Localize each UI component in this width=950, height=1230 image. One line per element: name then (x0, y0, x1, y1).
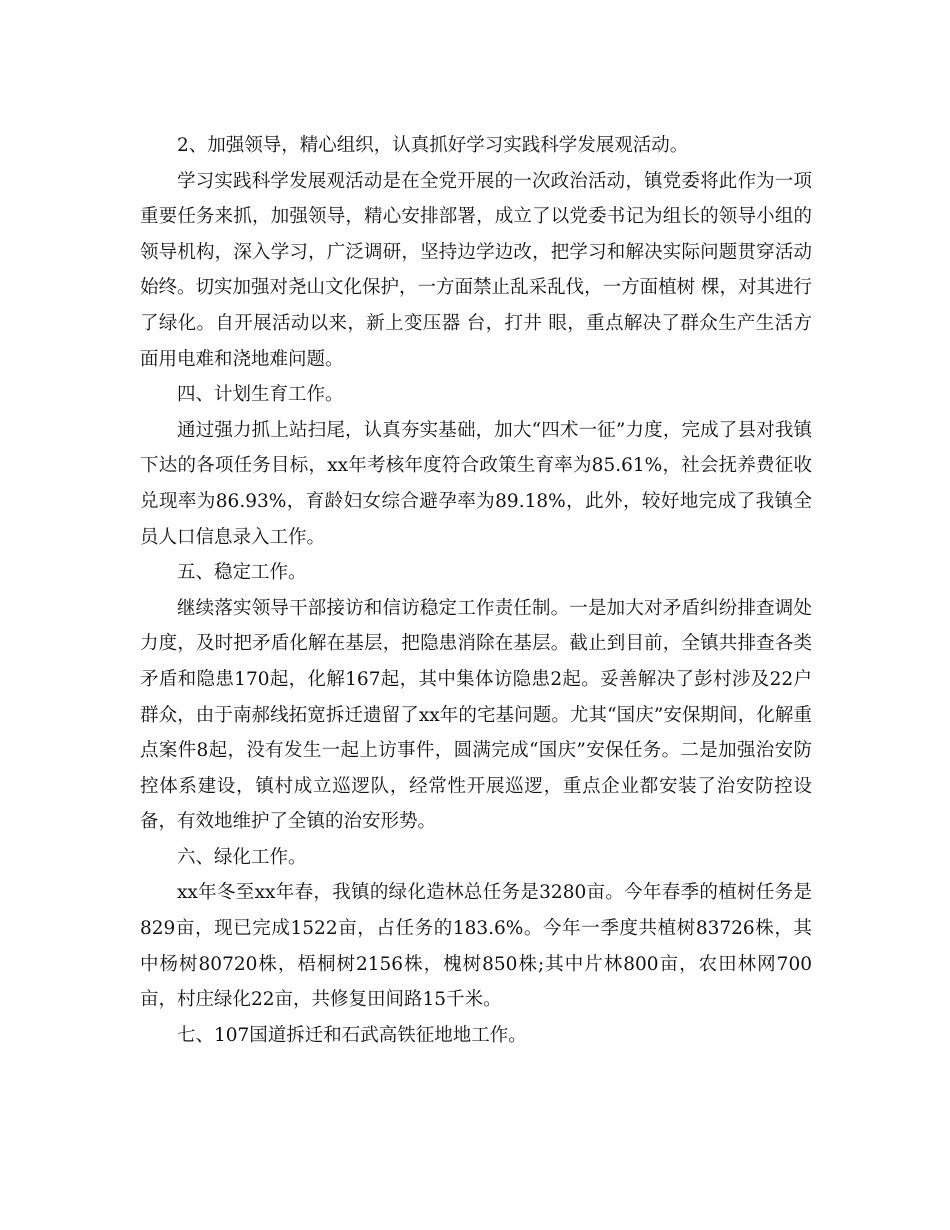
paragraph-family-planning: 通过强力抓上站扫尾，认真夯实基础，加大“四术一征”力度，完成了县对我镇下达的各项任务目标，xx年考核年度符合政策生育率为85.61%，社会抚养费征收兑现率为86.93%，育龄妇女综合避孕率为89.18%，此外，较好地完成了我镇全员人口信息录入工作。 (140, 419, 812, 548)
heading-greening: 六、绿化工作。 (177, 846, 307, 868)
heading-strengthen-leadership: 2、加强领导，精心组织，认真抓好学习实践科学发展观活动。 (177, 135, 689, 156)
paragraph-greening: xx年冬至xx年春，我镇的绿化造林总任务是3280亩。今年春季的植树任务是829亩，现已完成1522亩，占任务的183.6%。今年一季度共植树83726株，其中杨树80720株，梧桐树2156株，槐树850株;其中片林800亩，农田林网700亩，村庄绿化22亩，共修复田间路15千米。 (140, 882, 812, 1011)
heading-road-railway: 七、107国道拆迁和石武高铁征地地工作。 (177, 1024, 527, 1046)
paragraph-science-development: 学习实践科学发展观活动是在全党开展的一次政治活动，镇党委将此作为一项重要任务来抓，加强领导，精心安排部署，成立了以党委书记为组长的领导小组的领导机构，深入学习，广泛调研，坚持边学边改，把学习和解决实际问题贯穿活动始终。切实加强对尧山文化保护，一方面禁止乱采乱伐，一方面植树 棵，对其进行了绿化。自开展活动以来，新上变压器 台，打井 眼，重点解决了群众生产生活方面用电难和浇地难问题。 (140, 170, 812, 370)
heading-family-planning: 四、计划生育工作。 (177, 384, 344, 406)
document-page (140, 128, 812, 1053)
heading-stability: 五、稳定工作。 (177, 562, 307, 584)
paragraph-stability: 继续落实领导干部接访和信访稳定工作责任制。一是加大对矛盾纠纷排查调处力度，及时把矛盾化解在基层，把隐患消除在基层。截止到目前，全镇共排查各类矛盾和隐患170起，化解167起，其中集体访隐患2起。妥善解决了彭村涉及22户群众，由于南郝线拓宽拆迁遗留了xx年的宅基问题。尤其“国庆”安保期间，化解重点案件8起，没有发生一起上访事件，圆满完成“国庆”安保任务。二是加强治安防控体系建设，镇村成立巡逻队，经常性开展巡逻，重点企业都安装了治安防控设备，有效地维护了全镇的治安形势。 (140, 597, 812, 833)
